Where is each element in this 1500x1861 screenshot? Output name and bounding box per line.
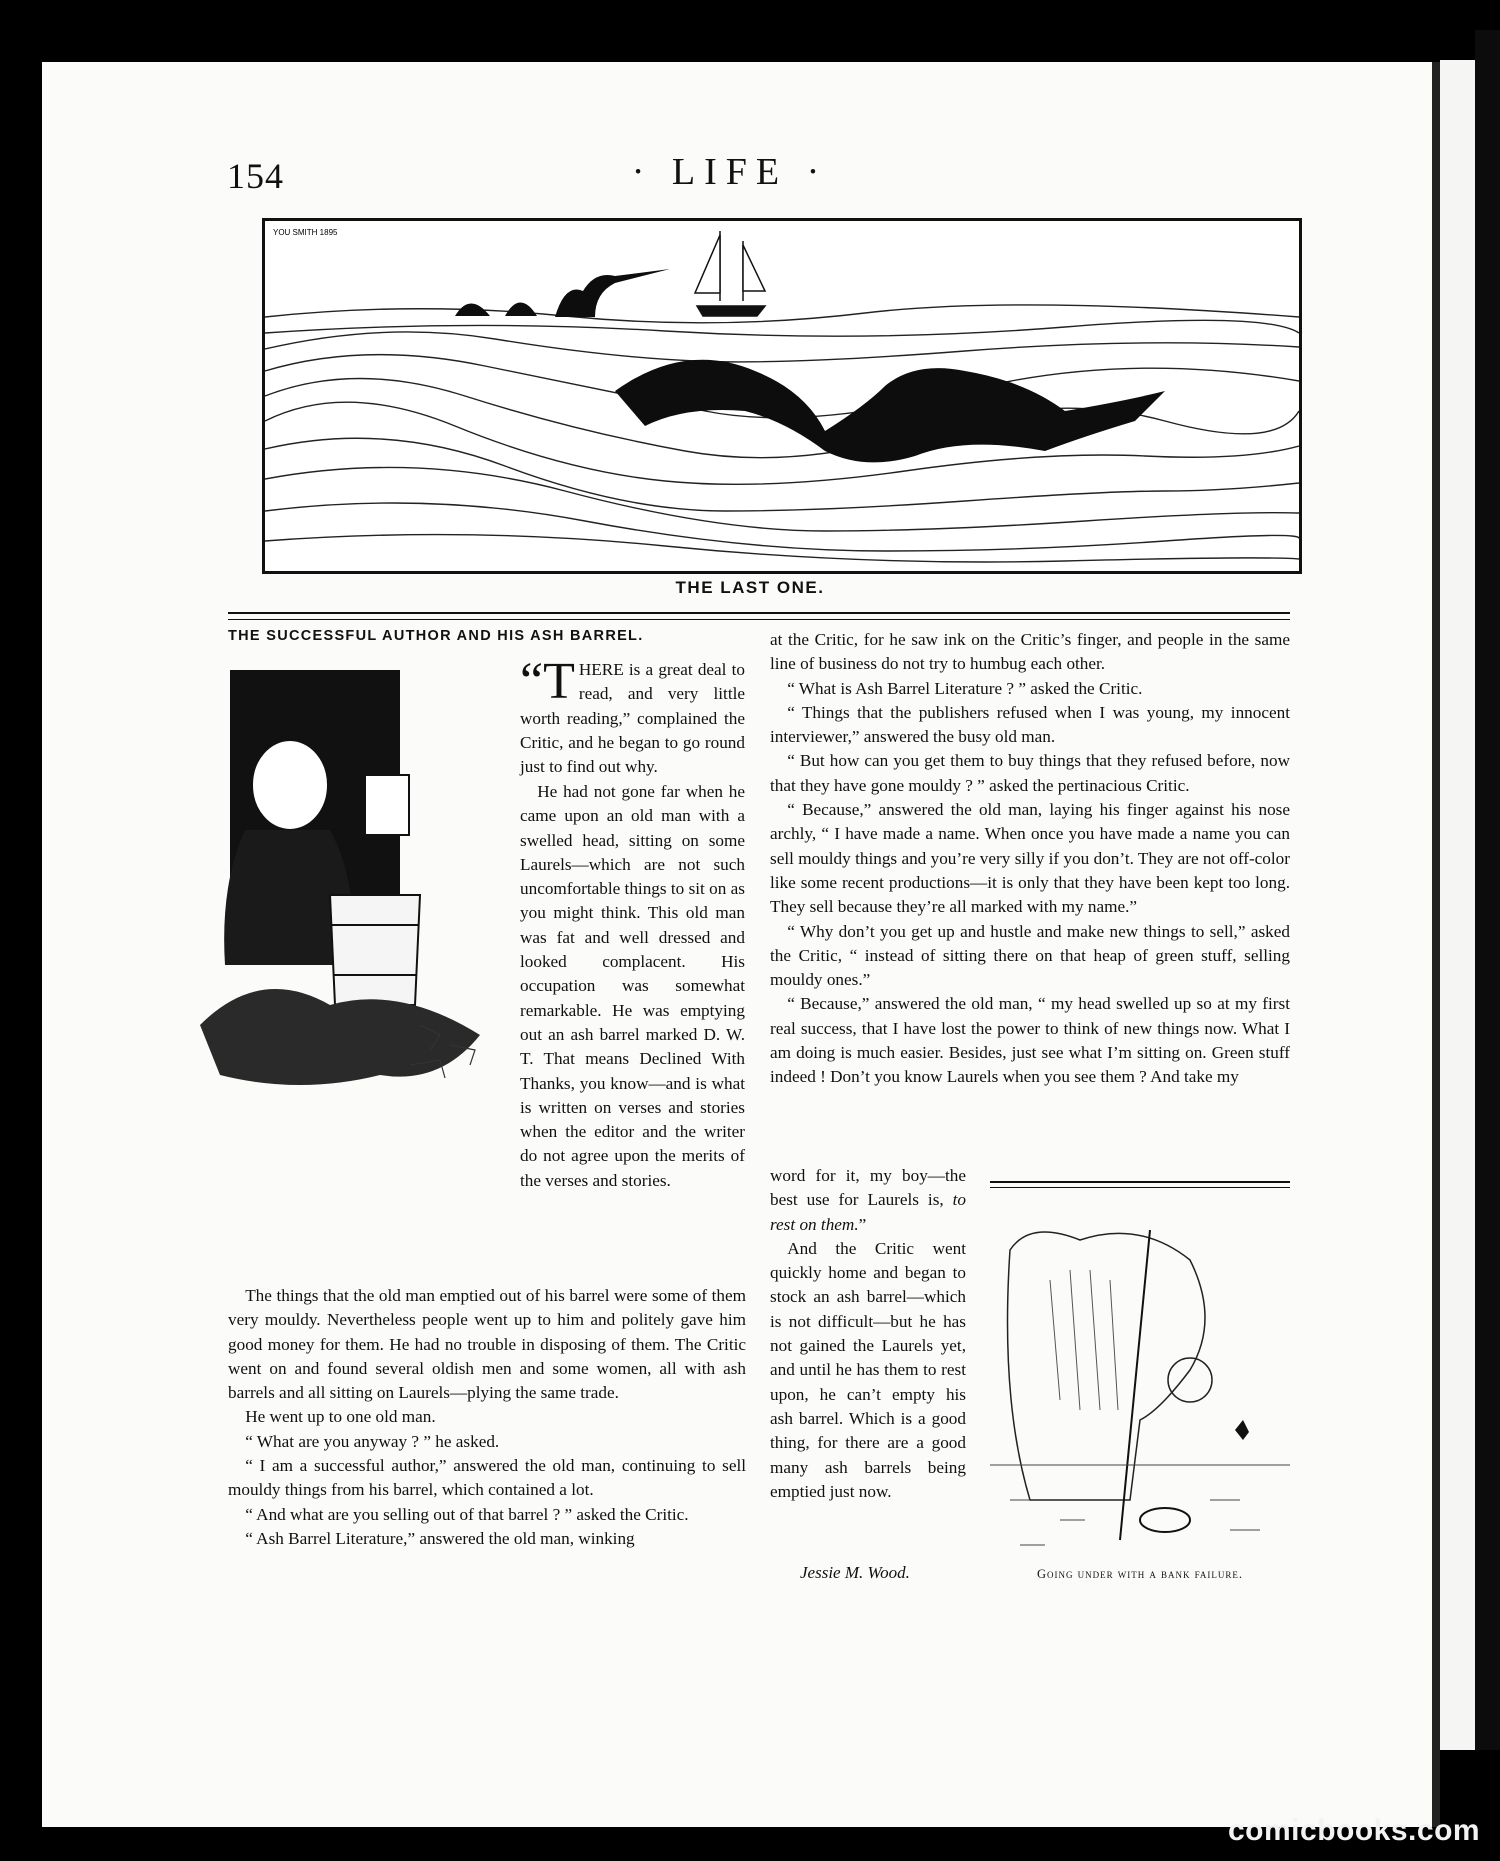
- left-column-intro: [520, 653, 745, 779]
- masthead-title: · LIFE ·: [631, 151, 829, 193]
- adjacent-page-edge: [1440, 60, 1475, 1750]
- paragraph: The things that the old man emptied out of his barrel were some of them very mouldy. Nevertheless people went up to him and politely gave him good money for them. He had no trouble in disposing of them. The Critic went on and found several oldish men and some women, all with ash barrels and all sitting on Laurels—plying the same trade.: [228, 1286, 746, 1403]
- right-divider: [990, 1181, 1290, 1188]
- paragraph: word for it, my boy—the best use for Laurels is,: [770, 1166, 966, 1210]
- old-man-ash-barrel-illustration: [180, 665, 520, 1165]
- right-column-upper: [770, 628, 1290, 1090]
- old-man-drawing: [180, 665, 520, 1165]
- scan-border: [1475, 30, 1500, 1750]
- paragraph: “ What is Ash Barrel Literature ? ” asked the Critic.: [787, 678, 1143, 698]
- paragraph: “ Ash Barrel Literature,” answered the old man, winking: [245, 1528, 635, 1548]
- paragraph: And the Critic went quickly home and began to stock an ash barrel—which is not difficult—but he has not gained the Laurels yet, and until he has them to rest upon, he can’t empty his ash barrel. Which is a good thing, for there are a good many ash barrels being emptied just now.: [770, 1238, 966, 1501]
- sea-serpent-illustration: [262, 218, 1302, 574]
- paragraph: He went up to one old man.: [245, 1407, 436, 1427]
- paragraph: “ I am a successful author,” answered the old man, continuing to sell mouldy things from his barrel, which contained a lot.: [228, 1456, 746, 1500]
- emphasis: to rest on them.: [770, 1190, 966, 1234]
- paragraph: “ Because,” answered the old man, laying his finger against his nose archly, “ I have made a name. When once you have made a name you can sell mouldy things and you’re very silly if you don’t. They are not off-color like some recent productions—it is only that they have been kept too long. They sell because they’re all marked with my name.”: [770, 800, 1290, 917]
- section-divider: [228, 612, 1290, 620]
- sinking-boat-drawing: [990, 1200, 1290, 1570]
- page-number: 154: [227, 156, 284, 196]
- left-column-narrow: [520, 780, 745, 1193]
- drop-cap: “T: [520, 653, 575, 710]
- artist-signature: YOU SMITH 1895: [273, 228, 338, 237]
- paragraph: “ Things that the publishers refused when I was young, my innocent interviewer,” answered the busy old man.: [770, 702, 1290, 747]
- paragraph: “ But how can you get them to buy things that they refused before, now that they have gone mouldy ? ” asked the pertinacious Critic.: [770, 751, 1290, 795]
- paragraph: at the Critic, for he saw ink on the Critic’s finger, and people in the same line of business do not try to humbug each other.: [770, 630, 1290, 674]
- sea-serpent-drawing: [265, 221, 1299, 571]
- article-lede: HERE is a great deal to read, and very little worth reading,” complained the Critic, and he began to go round just to find out why.: [520, 660, 745, 777]
- page-binding-edge: [1432, 62, 1440, 1827]
- bank-failure-illustration: [990, 1200, 1290, 1570]
- bank-illustration-caption: Going under with a bank failure.: [1036, 1567, 1244, 1581]
- watermark: comicbooks.com: [1228, 1814, 1481, 1847]
- paragraph: “ Why don’t you get up and hustle and make new things to sell,” asked the Critic, “ instead of sitting there on that heap of green stuff, selling mouldy ones.”: [770, 921, 1290, 990]
- paragraph: He had not gone far when he came upon an old man with a swelled head, sitting on some Laurels—which are not such uncomfortable things to sit on as you might think. This old man was fat and well dressed and looked complacent. His occupation was somewhat remarkable. He was emptying out an ash barrel marked D. W. T. That means Declined With Thanks, you know—and is what is written on verses and stories when the editor and the writer do not agree upon the merits of the verses and stories.: [520, 782, 745, 1190]
- right-column-narrow: word for it, my boy—the best use for Laurels is, to rest on them.” And the Critic went quickly home and began to stock an ash barrel—which is not difficult—but he has not gained the Laurels yet, and until he has them to rest upon, he can’t empty his ash barrel. Which is a good thing, for there are a good many ash barrels being emptied just now.: [770, 1164, 966, 1504]
- left-column-lower: [228, 1284, 746, 1551]
- author-byline: Jessie M. Wood.: [800, 1563, 910, 1582]
- paragraph: “ And what are you selling out of that barrel ? ” asked the Critic.: [245, 1504, 689, 1524]
- article-title: THE SUCCESSFUL AUTHOR AND HIS ASH BARREL.: [228, 628, 644, 644]
- paragraph: “ What are you anyway ? ” he asked.: [245, 1431, 500, 1451]
- top-illustration-caption: THE LAST ONE.: [675, 578, 825, 597]
- paragraph: “ Because,” answered the old man, “ my head swelled up so at my first real success, that I have lost the power to think of new things now. What I am doing is much easier. Besides, just see what I’m sitting on. Green stuff indeed ! Don’t you know Laurels when you see them ? And take my: [770, 994, 1290, 1087]
